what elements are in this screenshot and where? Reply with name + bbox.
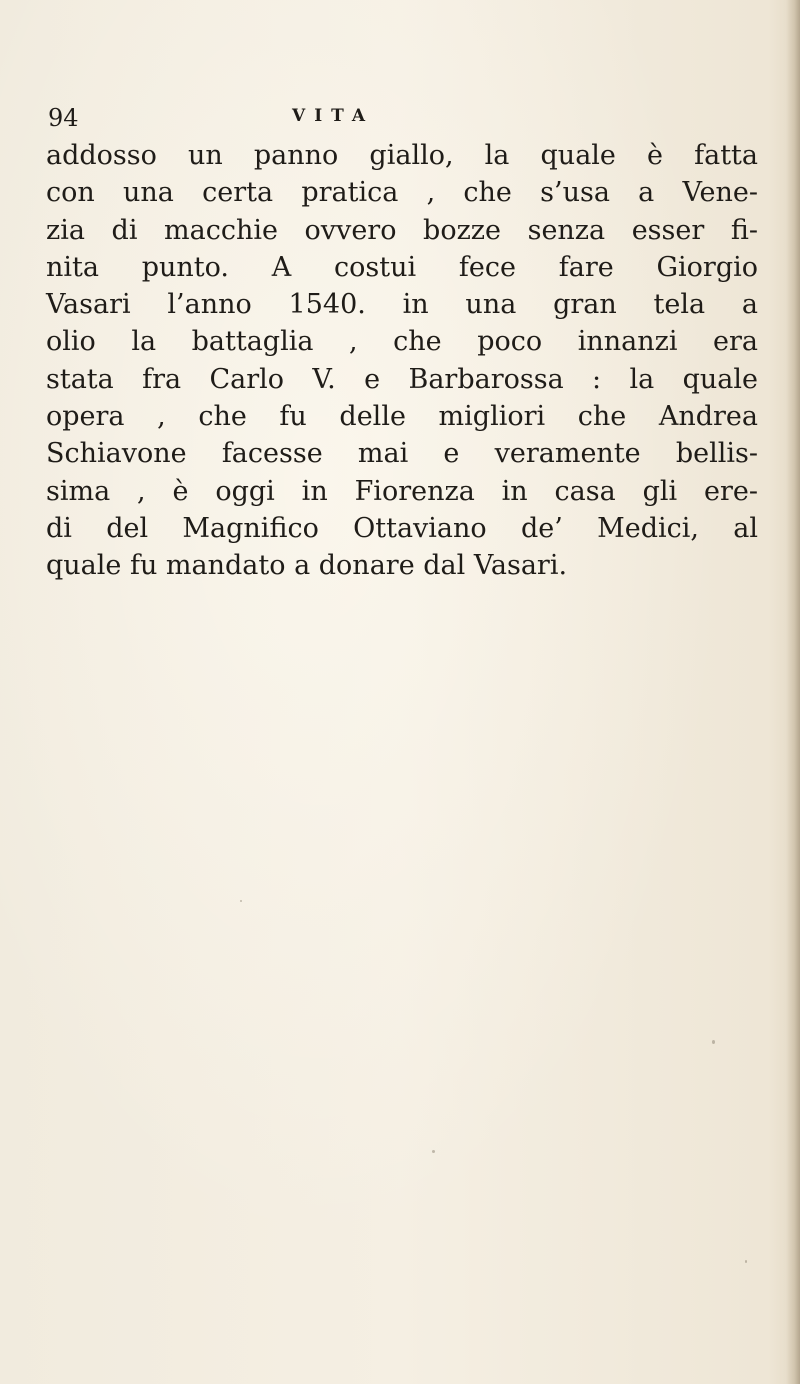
text-line: addosso un panno giallo, la quale è fatta	[46, 140, 758, 171]
text-line: quale fu mandato a donare dal Vasari.	[46, 550, 568, 582]
text-line: zia di macchie ovvero bozze senza esser fi-	[46, 214, 758, 246]
text-line: opera , che fu delle migliori che Andrea	[46, 401, 758, 433]
paper-speck	[745, 1260, 747, 1263]
text-line: sima , è oggi in Fiorenza in casa gli ere-	[46, 475, 758, 507]
running-head	[46, 104, 666, 134]
text-line: Vasari l’anno 1540. in una gran tela a	[46, 289, 758, 321]
page-number: 94	[48, 104, 79, 132]
text-line: Schiavone facesse mai e veramente bellis-	[46, 438, 758, 470]
paper-speck	[432, 1150, 435, 1153]
paper-speck	[712, 1040, 715, 1044]
text-line: stata fra Carlo V. e Barbarossa : la quale	[46, 363, 758, 395]
text-line: nita punto. A costui fece fare Giorgio	[46, 251, 758, 283]
paper-speck	[240, 900, 242, 902]
text-line: olio la battaglia , che poco innanzi era	[46, 326, 758, 358]
body-paragraph	[46, 137, 758, 585]
running-title: VITA	[292, 106, 375, 126]
text-line: di del Magnifico Ottaviano de’ Medici, al	[46, 512, 758, 544]
page-edge-shadow	[786, 0, 800, 1384]
text-line: con una certa pratica , che s’usa a Vene-	[46, 177, 758, 209]
